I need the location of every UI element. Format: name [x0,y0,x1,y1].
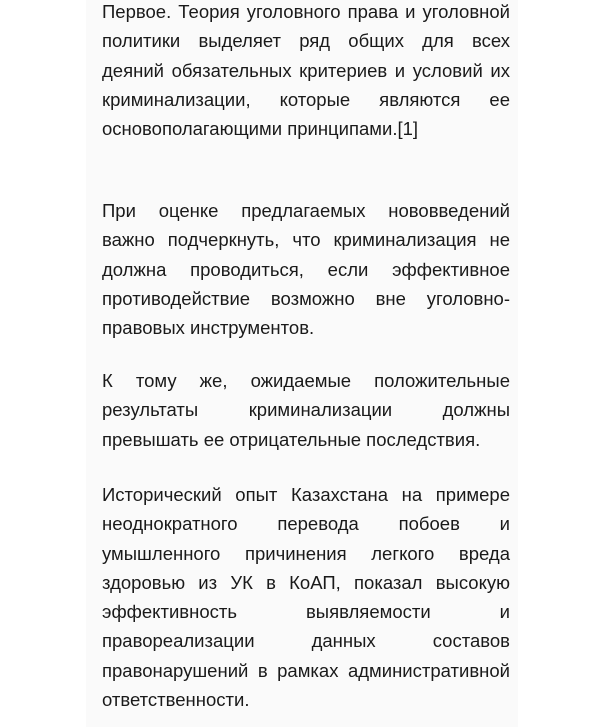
paragraph-first-principles: Первое. Теория уголовного права и уголовной политики выделяет ряд общих для всех деяний обязательных критериев и условий их криминализации, которые являются ее основополагающими принципами.[1] [102,1,510,140]
paragraph-historical-experience: Исторический опыт Казахстана на примере неоднократного перевода побоев и умышленного причинения легкого вреда здоровью из УК в КоАП, показал высокую эффективность выявляемости и правореализации данных составов правонарушений в рамках административной ответственности. [102,484,510,711]
paragraph-assessment: При оценке предлагаемых нововведений важно подчеркнуть, что криминализация не должна проводиться, если эффективное противодействие возможно вне уголовно-правовых инструментов. [102,200,510,339]
article-body [86,0,518,727]
paragraph-expected-results: К тому же, ожидаемые положительные результаты криминализации должны превышать ее отрицательные последствия. [102,370,510,450]
